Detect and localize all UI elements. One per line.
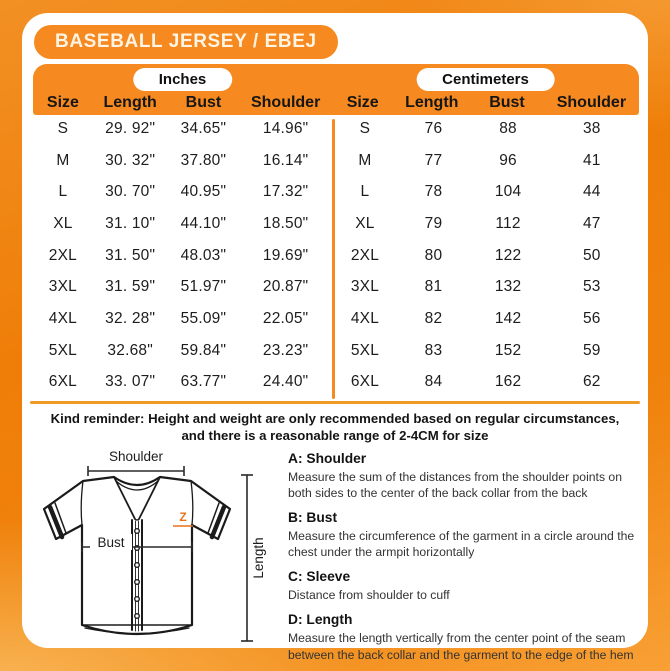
size-cell: 6XL [350, 373, 380, 391]
size-cell: 5XL [350, 341, 380, 359]
column-header-shoulder: Shoulder [250, 94, 321, 111]
content-card [22, 13, 648, 662]
measure-cell: 79 [424, 214, 443, 232]
centimeters-header-section [332, 64, 639, 115]
definition-bust [288, 510, 640, 560]
measure-cell: 77 [424, 151, 443, 169]
measure-cell: 83 [424, 341, 443, 359]
size-row [335, 113, 640, 145]
bust-measure-label: Bust [97, 535, 125, 550]
size-row [33, 113, 332, 145]
measure-cell: 32. 28" [105, 309, 156, 327]
measure-cell: 40.95" [180, 183, 227, 201]
kind-reminder-text: Kind reminder: Height and weight are only recommended based on regular circumstances, and there is a reasonable range of 2-4CM for size [50, 411, 620, 444]
size-cell: XL [53, 214, 73, 232]
measure-cell: 33. 07" [105, 373, 156, 391]
measure-cell: 29. 92" [105, 119, 156, 137]
definition-description: Measure the circumference of the garment in a circle around the chest under the armpit horizontally [288, 529, 635, 560]
measure-cell: 84 [424, 373, 443, 391]
measure-cell: 20.87" [262, 278, 309, 296]
measure-cell: 44.10" [180, 214, 227, 232]
measure-cell: 56 [582, 309, 601, 327]
measure-cell: 132 [494, 278, 522, 296]
definition-description: Distance from shoulder to cuff [288, 588, 450, 603]
measure-cell: 112 [495, 214, 521, 232]
size-cell: S [57, 119, 69, 137]
measure-cell: 32.68" [107, 341, 153, 359]
column-header-length: Length [103, 94, 157, 111]
column-header-shoulder: Shoulder [556, 94, 627, 111]
size-row [335, 367, 640, 399]
column-header-bust: Bust [489, 94, 525, 111]
measure-cell: 30. 32" [105, 151, 156, 169]
measure-cell: 104 [494, 183, 522, 201]
measure-cell: 59.84" [180, 341, 227, 359]
size-row [33, 145, 332, 177]
measure-cell: 30. 70" [105, 183, 156, 201]
definition-description: Measure the length vertically from the center point of the seam between the back collar and the garment to the edge of the hem [288, 631, 634, 662]
size-cell: M [56, 151, 70, 169]
measure-cell: 80 [424, 246, 443, 264]
measure-cell: 22.05" [262, 309, 309, 327]
column-header-size: Size [346, 94, 379, 111]
definition-length [288, 612, 640, 662]
measure-cell: 142 [494, 309, 522, 327]
size-row [33, 335, 332, 367]
size-row [335, 335, 640, 367]
measure-cell: 31. 59" [105, 278, 156, 296]
jersey-measurement-diagram [36, 447, 280, 645]
measure-cell: 44 [582, 183, 601, 201]
measure-cell: 55.09" [180, 309, 227, 327]
size-cell: XL [355, 214, 375, 232]
measure-cell: 31. 50" [105, 246, 156, 264]
size-cell: 3XL [48, 278, 77, 296]
inches-unit-label: Inches [133, 68, 233, 91]
measure-cell: 48.03" [180, 246, 227, 264]
horizontal-divider [30, 401, 640, 404]
column-header-length: Length [405, 94, 459, 111]
measure-cell: 24.40" [262, 373, 309, 391]
measure-cell: 41 [582, 151, 601, 169]
size-row [335, 176, 640, 208]
measure-cell: 34.65" [180, 119, 227, 137]
shoulder-measure-label: Shoulder [108, 449, 164, 464]
measure-cell: 62 [582, 373, 601, 391]
measure-cell: 82 [424, 309, 443, 327]
measure-cell: 37.80" [180, 151, 227, 169]
measure-cell: 53 [582, 278, 601, 296]
size-cell: M [358, 151, 372, 169]
measure-cell: 122 [494, 246, 522, 264]
measure-cell: 31. 10" [105, 214, 156, 232]
measure-cell: 162 [494, 373, 522, 391]
jersey-drawing [44, 477, 230, 634]
size-row [33, 271, 332, 303]
definition-shoulder [288, 451, 640, 501]
definition-term: D: Length [288, 612, 353, 628]
measure-cell: 59 [582, 341, 601, 359]
measure-cell: 19.69" [262, 246, 309, 264]
measure-cell: 78 [424, 183, 443, 201]
measure-cell: 152 [494, 341, 522, 359]
measure-cell: 47 [582, 214, 601, 232]
size-row [33, 176, 332, 208]
measure-cell: 76 [424, 119, 443, 137]
centimeters-unit-label: Centimeters [416, 68, 555, 91]
size-tables [33, 113, 639, 399]
definition-term: C: Sleeve [288, 569, 351, 585]
table-header-band [33, 64, 639, 115]
size-row [335, 208, 640, 240]
shoulder-measure-line [88, 466, 184, 476]
inches-column-headers [33, 94, 332, 112]
column-header-bust: Bust [185, 94, 222, 111]
measure-cell: 16.14" [262, 151, 309, 169]
page-title: BASEBALL JERSEY / EBEJ [34, 25, 338, 59]
measure-cell: 96 [499, 151, 517, 169]
size-row [33, 240, 332, 272]
jersey-brand-logo: Z [179, 510, 187, 524]
size-cell: 2XL [48, 246, 77, 264]
inches-table [33, 113, 332, 399]
centimeters-table [335, 113, 640, 399]
measurement-definitions [288, 451, 640, 671]
size-row [33, 303, 332, 335]
definition-sleeve [288, 569, 640, 603]
size-cell: 2XL [350, 246, 380, 264]
size-row [335, 303, 640, 335]
size-cell: S [359, 119, 371, 137]
centimeters-column-headers [332, 94, 639, 112]
column-header-size: Size [46, 94, 79, 111]
size-cell: 4XL [48, 309, 77, 327]
size-cell: L [360, 183, 370, 201]
measure-cell: 17.32" [262, 183, 309, 201]
size-cell: 3XL [350, 278, 380, 296]
measure-cell: 23.23" [262, 341, 309, 359]
measure-cell: 81 [424, 278, 443, 296]
measure-cell: 51.97" [180, 278, 227, 296]
measure-cell: 50 [582, 246, 601, 264]
size-row [335, 145, 640, 177]
size-row [33, 367, 332, 399]
size-cell: 5XL [48, 341, 77, 359]
inches-header-section [33, 64, 332, 115]
size-row [33, 208, 332, 240]
definition-term: A: Shoulder [288, 451, 367, 466]
measure-cell: 88 [499, 119, 517, 137]
measure-cell: 63.77" [180, 373, 227, 391]
length-measure-label: Length [251, 537, 266, 579]
size-cell: 6XL [48, 373, 77, 391]
definition-description: Measure the sum of the distances from the shoulder points on both sides to the center of the back collar from the back [288, 470, 622, 501]
jersey-brand-logo-text [173, 525, 193, 527]
size-row [335, 240, 640, 272]
definition-term: B: Bust [288, 510, 338, 526]
size-row [335, 271, 640, 303]
measure-cell: 38 [582, 119, 601, 137]
measure-cell: 14.96" [262, 119, 309, 137]
size-cell: 4XL [350, 309, 380, 327]
measure-cell: 18.50" [262, 214, 309, 232]
size-cell: L [58, 183, 68, 201]
